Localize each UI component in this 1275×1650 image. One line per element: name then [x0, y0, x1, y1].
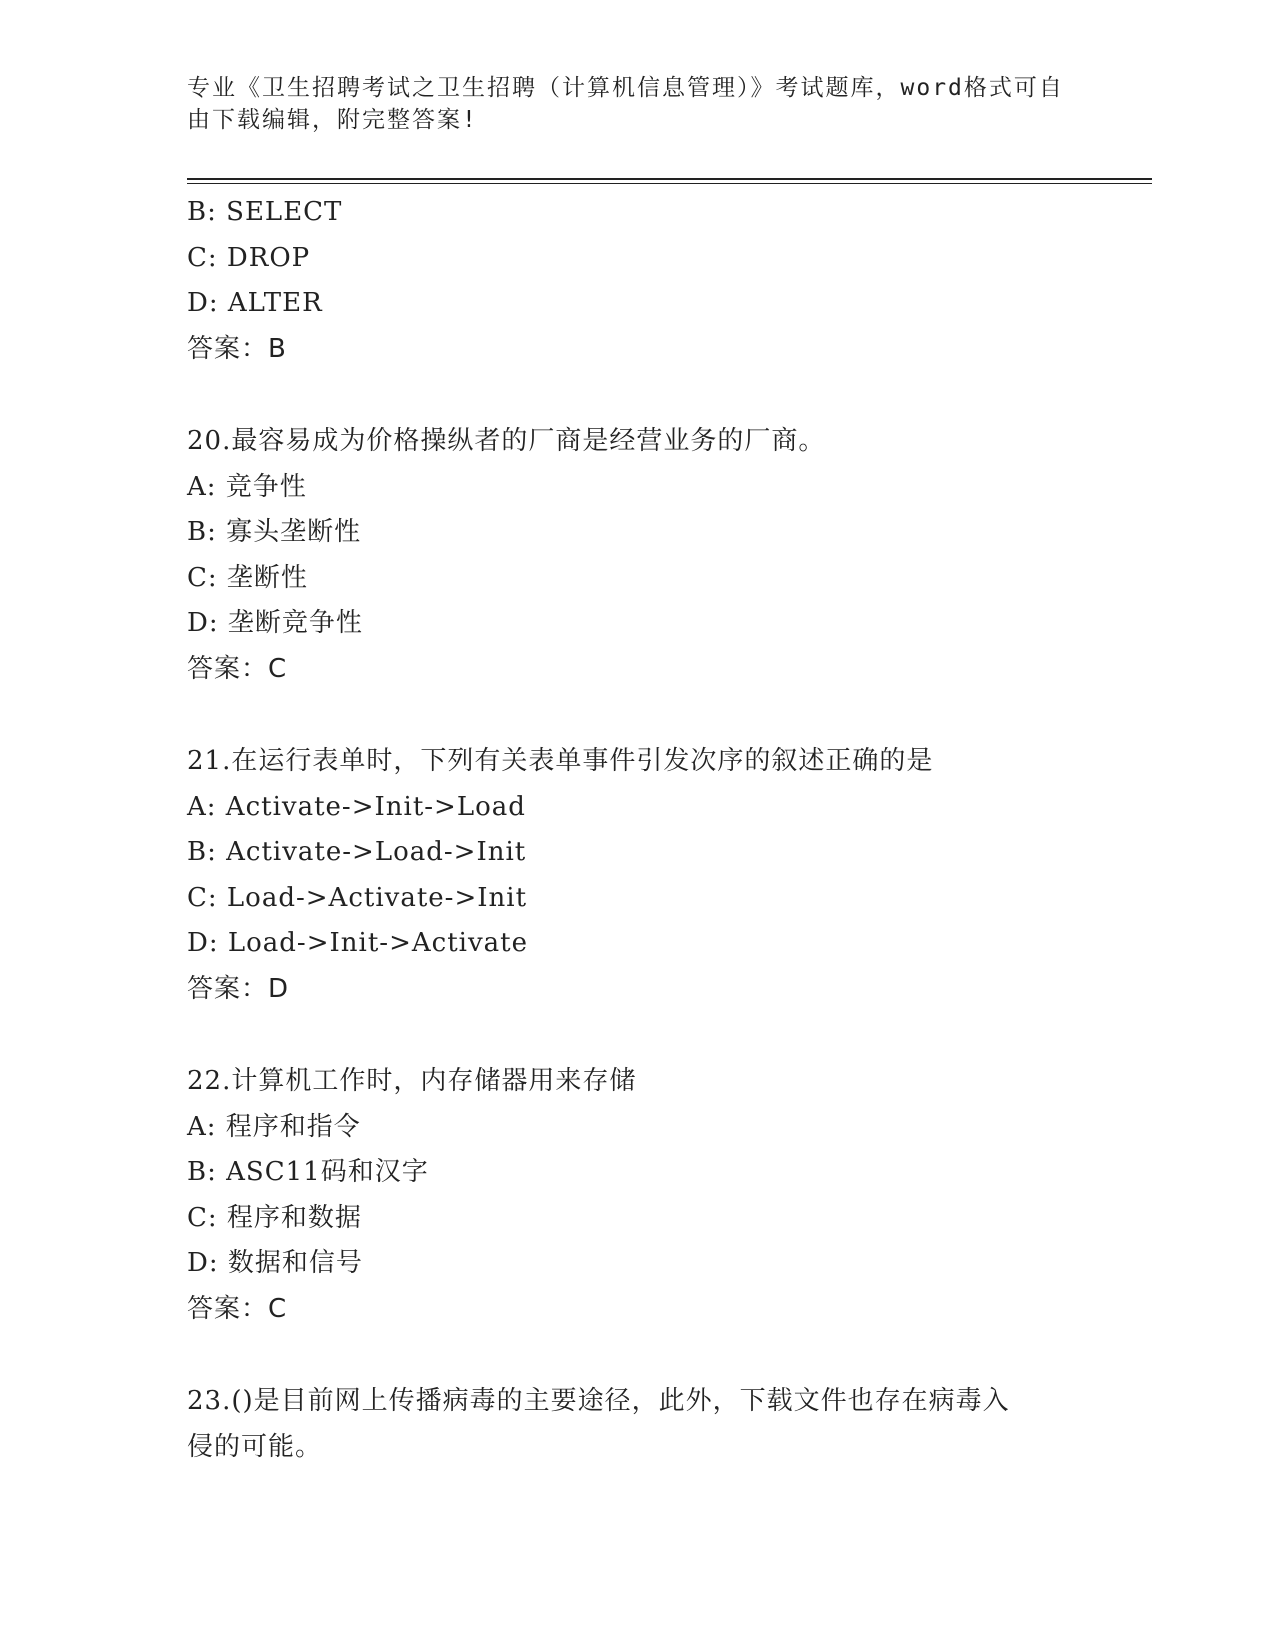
answer: 答案：C [187, 653, 288, 684]
option-b: B: SELECT [187, 197, 343, 227]
header-divider-thick [187, 178, 1152, 180]
question-20 [187, 419, 1147, 692]
option-d: D: 垄断竞争性 [187, 608, 363, 638]
question-23 [187, 1379, 1147, 1470]
option-c: C: 垄断性 [187, 562, 308, 593]
answer: 答案：B [187, 333, 287, 364]
question-list [187, 190, 1147, 1470]
option-a: A: 程序和指令 [187, 1111, 361, 1142]
option-c: C: Load->Activate->Init [187, 882, 528, 913]
document-header [187, 72, 1087, 136]
question-stem-line-2: 侵的可能。 [187, 1431, 323, 1462]
option-b: B: Activate->Load->Init [187, 837, 527, 867]
answer: 答案：D [187, 973, 290, 1004]
option-b: B: ASC11码和汉字 [187, 1157, 429, 1187]
question-22 [187, 1059, 1147, 1332]
question-stem-line-1: 23.()是目前网上传播病毒的主要途径，此外，下载文件也存在病毒入 [187, 1386, 1010, 1416]
question-stem: 20.最容易成为价格操纵者的厂商是经营业务的厂商。 [187, 426, 826, 456]
header-divider-thin [187, 183, 1152, 184]
option-c: C: 程序和数据 [187, 1202, 362, 1233]
option-b: B: 寡头垄断性 [187, 517, 362, 547]
question-21 [187, 739, 1147, 1012]
answer: 答案：C [187, 1293, 288, 1324]
header-line-2: 由下载编辑，附完整答案! [187, 107, 478, 133]
question-stem: 22.计算机工作时，内存储器用来存储 [187, 1066, 637, 1096]
option-c: C: DROP [187, 242, 311, 273]
question-stem: 21.在运行表单时，下列有关表单事件引发次序的叙述正确的是 [187, 746, 934, 776]
option-d: D: 数据和信号 [187, 1248, 363, 1278]
option-d: D: Load->Init->Activate [187, 928, 528, 958]
option-d: D: ALTER [187, 288, 323, 318]
option-a: A: Activate->Init->Load [187, 791, 526, 822]
header-line-1: 专业《卫生招聘考试之卫生招聘（计算机信息管理）》考试题库，word格式可自 [187, 75, 1064, 101]
question-19-partial [187, 190, 1147, 372]
option-a: A: 竞争性 [187, 471, 307, 502]
